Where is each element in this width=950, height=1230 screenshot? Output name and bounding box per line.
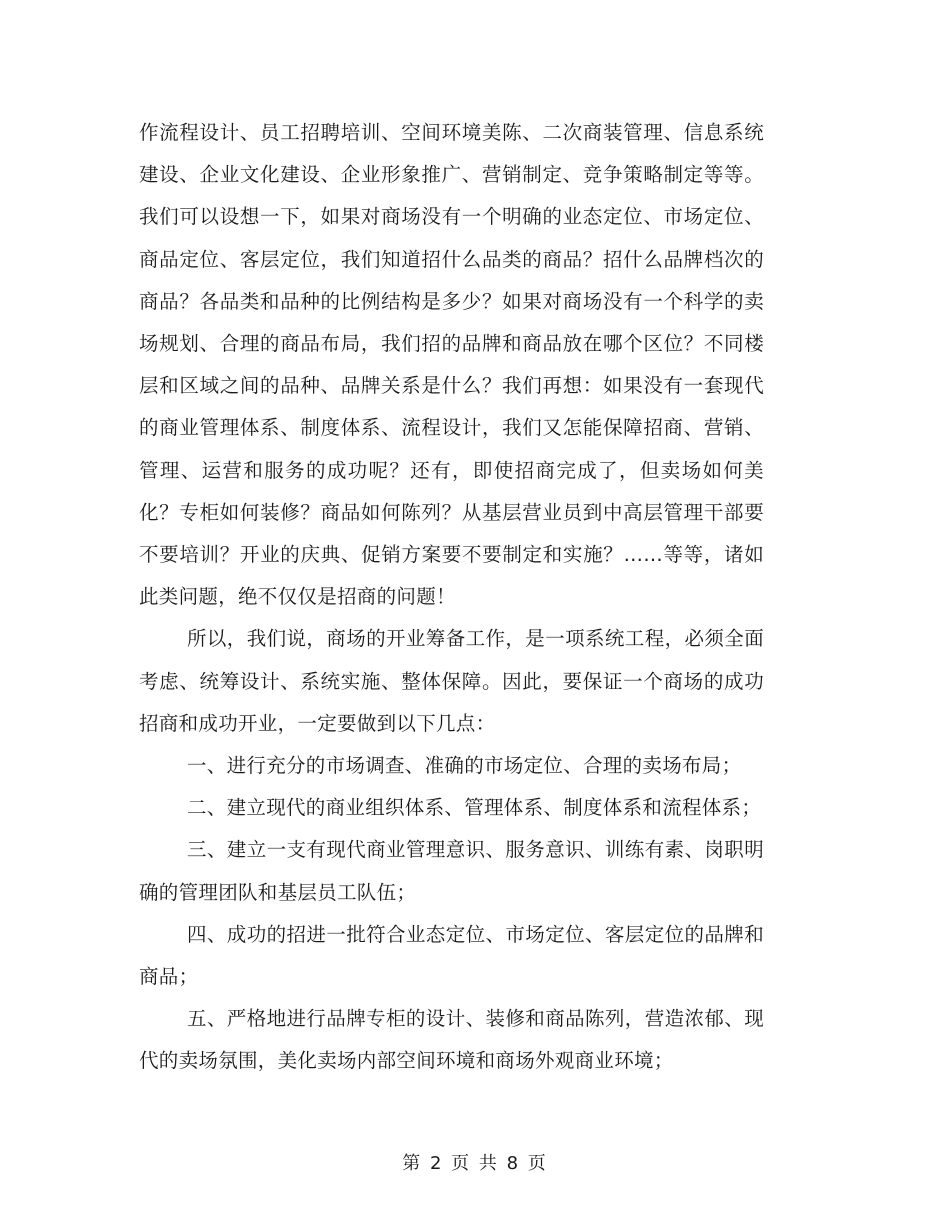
paragraph: 作流程设计、员工招聘培训、空间环境美陈、二次商装管理、信息系统建设、企业文化建设、企业形象推广、营销制定、竞争策略制定等等。我们可以设想一下，如果对商场没有一个明确的业态定位、市场定位、商品定位、客层定位，我们知道招什么品类的商品？招什么品牌档次的商品？各品类和品种的比例结构是多少？如果对商场没有一个科学的卖场规划、合理的商品布局，我们招的品牌和商品放在哪个区位？不同楼层和区域之间的品种、品牌关系是什么？我们再想：如果没有一套现代的商业管理体系、制度体系、流程设计，我们又怎能保障招商、营销、管理、运营和服务的成功呢？还有，即使招商完成了，但卖场如何美化？专柜如何装修？商品如何陈列？从基层营业员到中高层管理干部要不要培训？开业的庆典、促销方案要不要制定和实施？……等等，诸如此类问题，绝不仅仅是招商的问题！ — [139, 121, 764, 609]
list-item: 四、成功的招进一批符合业态定位、市场定位、客层定位的品牌和商品； — [139, 922, 764, 989]
list-item: 二、建立现代的商业组织体系、管理体系、制度体系和流程体系； — [187, 796, 762, 820]
document-body — [139, 112, 764, 1083]
paragraph: 所以，我们说，商场的开业筹备工作，是一项系统工程，必须全面考虑、统筹设计、系统实施、整体保障。因此，要保证一个商场的成功招商和成功开业，一定要做到以下几点： — [139, 627, 764, 735]
list-item: 三、建立一支有现代商业管理意识、服务意识、训练有素、岗职明确的管理团队和基层员工队伍； — [139, 838, 764, 904]
list-item: 五、严格地进行品牌专柜的设计、装修和商品陈列，营造浓郁、现代的卖场氛围，美化卖场内部空间环境和商场外观商业环境； — [139, 1007, 764, 1073]
page-number-footer: 第 2 页 共 8 页 — [402, 1153, 548, 1174]
list-item: 一、进行充分的市场调查、准确的市场定位、合理的卖场布局； — [187, 754, 742, 778]
